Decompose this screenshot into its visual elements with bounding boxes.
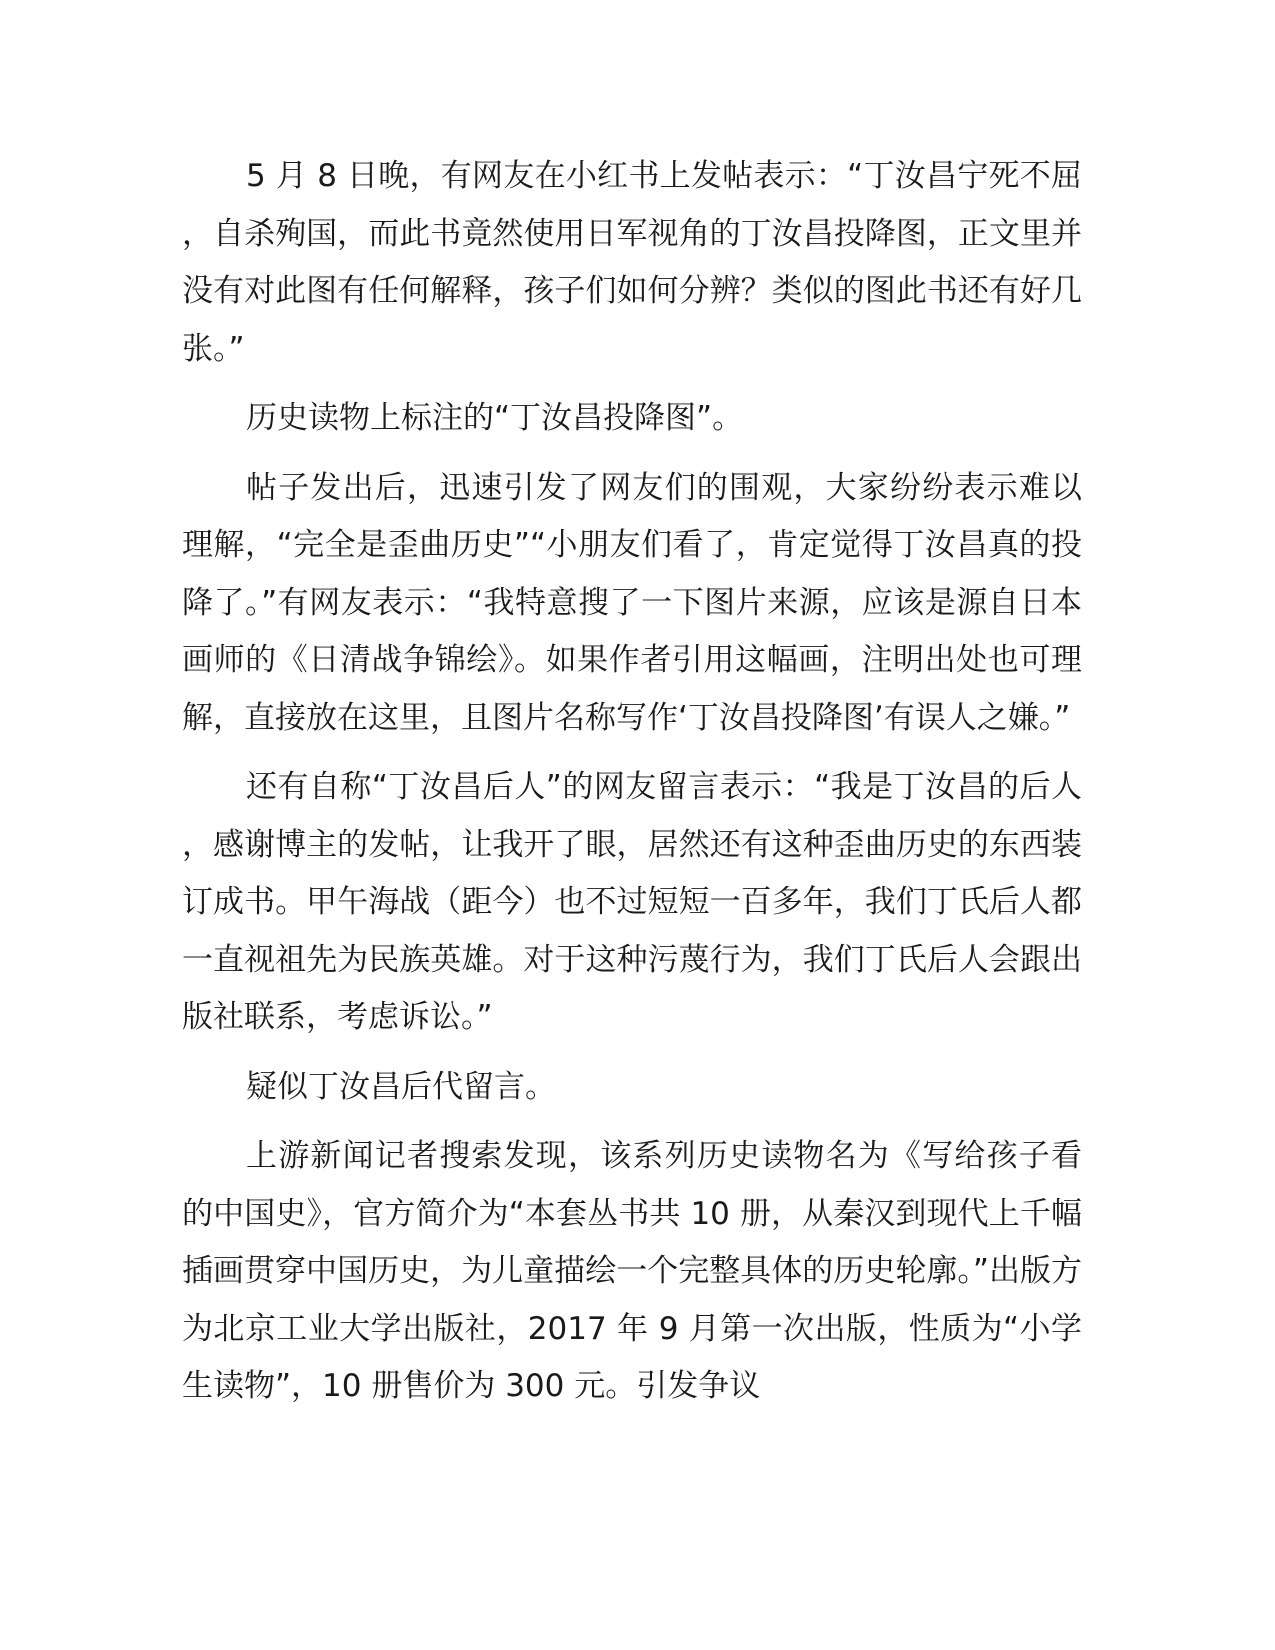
paragraph-reporter-findings: 上游新闻记者搜索发现，该系列历史读物名为《写给孩子看的中国史》，官方简介为“本套丛书共 10 册，从秦汉到现代上千幅插画贯穿中国历史，为儿童描绘一个完整具体的历史轮廓。”出版方为北京工业大学出版社，2017 年 9 月第一次出版，性质为“小学生读物”，10 册售价为 300 元。引发争议 [182,1138,1082,1404]
paragraph-netizen-reactions: 帖子发出后，迅速引发了网友们的围观，大家纷纷表示难以理解，“完全是歪曲历史”“小朋友们看了，肯定觉得丁汝昌真的投降了。”有网友表示：“我特意搜了一下图片来源，应该是源自日本画师的《日清战争锦绘》。如果作者引用这幅画，注明出处也可理解，直接放在这里，且图片名称写作‘丁汝昌投降图’有误人之嫌。” [182,469,1082,736]
article-body [182,148,1082,1428]
paragraph-descendant-comment: 还有自称“丁汝昌后人”的网友留言表示：“我是丁汝昌的后人，感谢博主的发帖，让我开了眼，居然还有这种歪曲历史的东西装订成书。甲午海战（距今）也不过短短一百多年，我们丁氏后人都一直视祖先为民族英雄。对于这种污蔑行为，我们丁氏后人会跟出版社联系，考虑诉讼。” [182,769,1082,1035]
paragraph-image-caption-descendant: 疑似丁汝昌后代留言。 [246,1068,556,1105]
paragraph-post-quote: 5 月 8 日晚，有网友在小红书上发帖表示：“丁汝昌宁死不屈，自杀殉国，而此书竟然使用日军视角的丁汝昌投降图，正文里并没有对此图有任何解释，孩子们如何分辨？类似的图此书还有好几张。” [182,158,1082,367]
paragraph-image-caption-surrender: 历史读物上标注的“丁汝昌投降图”。 [246,400,744,436]
